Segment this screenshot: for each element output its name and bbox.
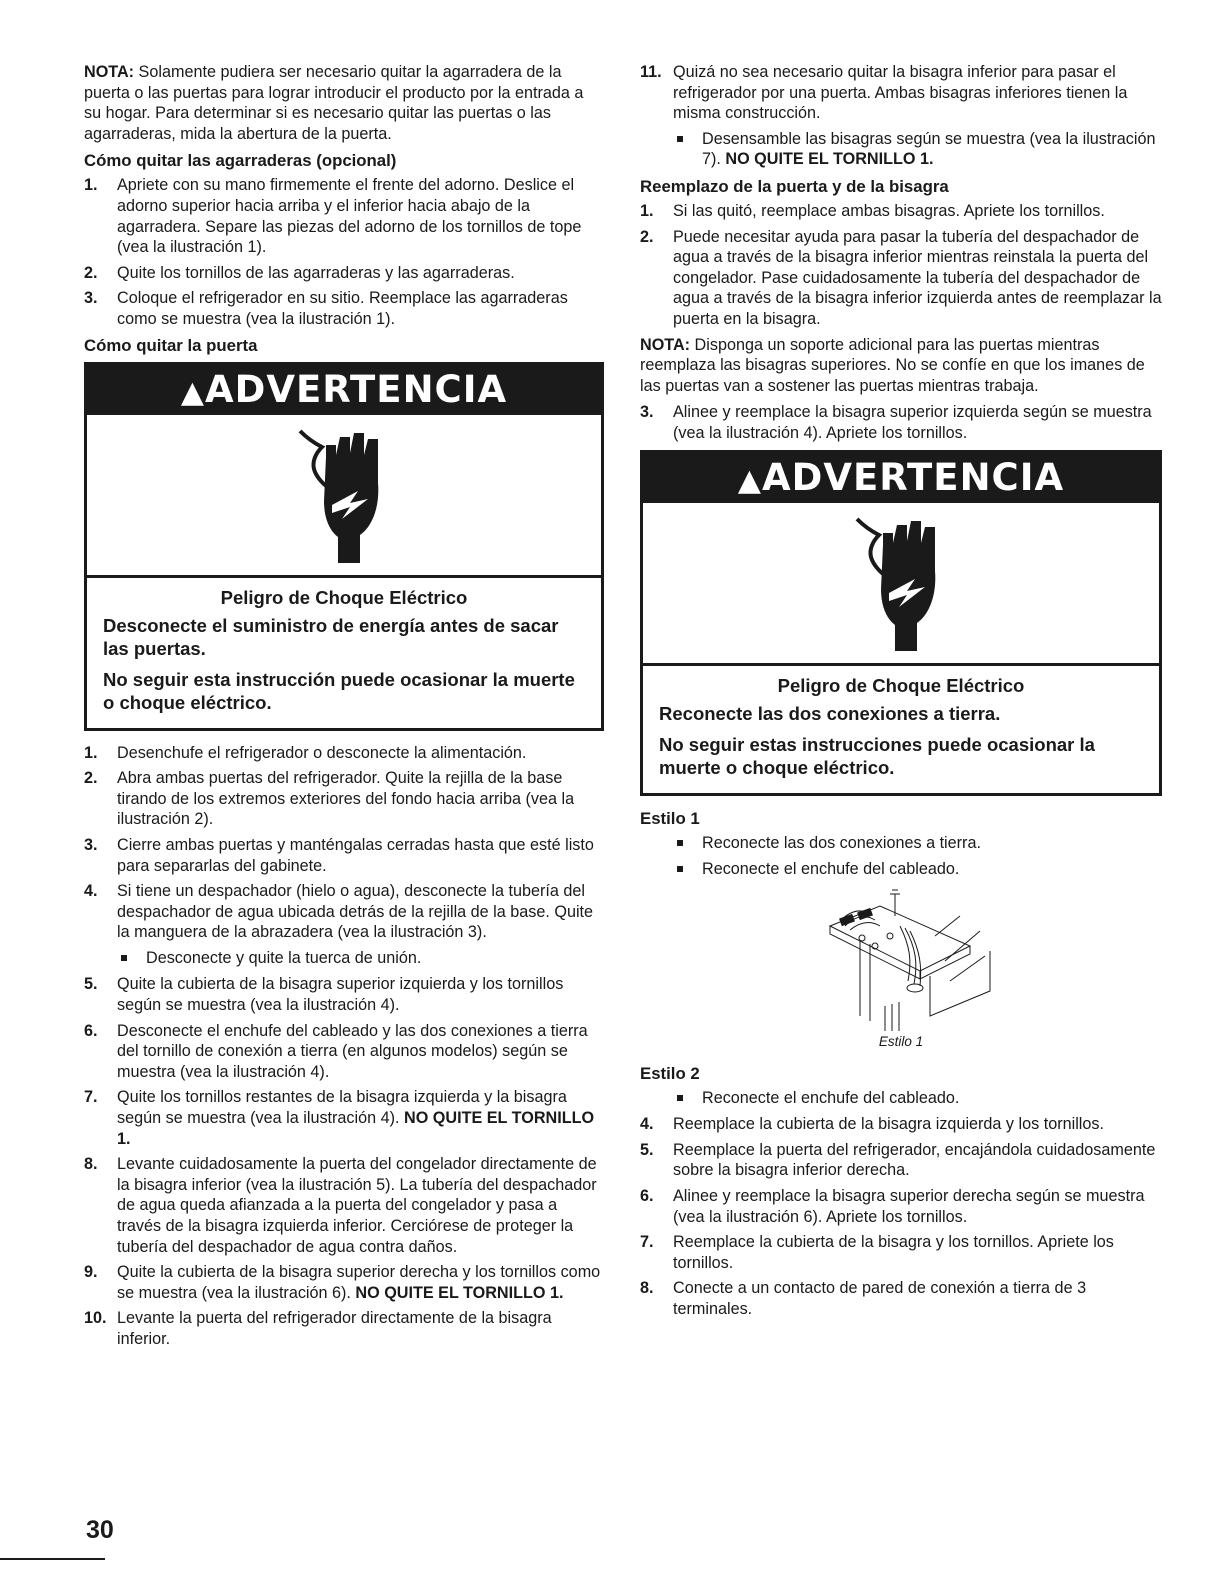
warning-box [640,450,1162,796]
step-text: Levante cuidadosamente la puerta del congelador directamente de la bisagra inferior (vea la ilustración 5). La tubería del despachador de agua queda afianzada a la puerta del congelador y pasa a través de la bisagra izquierda inferior. Cerciórese de proteger la tubería del despachador de agua contra daños. [117,1155,597,1256]
warning-instruction: Reconecte las dos conexiones a tierra. [659,702,1001,724]
step-number: 2. [640,227,654,246]
step-text: Desconecte el enchufe del cableado y las dos conexiones a tierra del tornillo de conexión a tierra (en algunos modelos) según se muestra (vea la ilustración 4). [117,1021,588,1081]
electric-shock-hand-icon [296,427,392,563]
warning-header [87,365,601,415]
step-text: Cierre ambas puertas y manténgalas cerradas hasta que esté listo para separarlas del gabinete. [117,835,594,875]
step-number: 7. [84,1088,98,1107]
step-text: Reemplace la puerta del refrigerador, encajándola cuidadosamente sobre la bisagra inferior derecha. [673,1140,1156,1180]
figure-caption: Estilo 1 [878,1033,924,1049]
list-item [84,1021,604,1083]
step-text: Abra ambas puertas del refrigerador. Quite la rejilla de la base tirando de los extremos exteriores del fondo hacia arriba (vea la ilustración 2). [117,769,575,829]
step-text: Quite los tornillos restantes de la bisagra izquierda y la bisagra según se muestra (vea la ilustración 4). [117,1088,567,1128]
step-emphasis: NO QUITE EL TORNILLO 1. [355,1283,564,1302]
electric-shock-hand-icon [853,515,949,651]
warning-header [643,453,1159,503]
warning-title: Peligro de Choque Eléctrico [777,674,1025,696]
bullet-item: Desconecte y quite la tuerca de unión. [84,948,604,969]
step-number: 10. [84,1309,107,1328]
page-number: 30 [86,1516,114,1544]
list-item [84,974,604,1015]
step-text: Quizá no sea necesario quitar la bisagra inferior para pasar el refrigerador por una puerta. Ambas bisagras inferiores tienen la misma construcción. [673,63,1128,123]
replace-heading: Reemplazo de la puerta y de la bisagra [640,176,949,196]
step-text: Desenchufe el refrigerador o desconecte la alimentación. [117,743,527,762]
step-number: 6. [84,1021,98,1040]
note-text: Solamente pudiera ser necesario quitar la agarradera de la puerta o las puertas para lograr introducir el producto por la entrada a su hogar. Para determinar si es necesario quitar las puertas o las agarraderas, mida la abertura de la puerta. [84,63,584,143]
warning-consequence: No seguir estas instrucciones puede ocasionar la muerte o choque eléctrico. [659,733,1095,778]
list-item [84,1262,604,1303]
step-text: Quite la cubierta de la bisagra superior izquierda y los tornillos según se muestra (vea la ilustración 4). [117,975,564,1015]
step-text: Conecte a un contacto de pared de conexión a tierra de 3 terminales. [673,1279,1087,1319]
list-item [640,227,1162,330]
note-label: NOTA: [640,335,691,354]
warning-title: Peligro de Choque Eléctrico [220,586,468,608]
step-text: Reemplace la cubierta de la bisagra izquierda y los tornillos. [673,1115,1104,1134]
list-item [84,1154,604,1257]
note-label: NOTA: [84,63,135,81]
list-item [640,1114,1162,1135]
step-text: Alinee y reemplace la bisagra superior izquierda según se muestra (vea la ilustración 4). Apriete los tornillos. [673,403,1152,442]
list-item [640,201,1162,222]
right-column [640,62,1162,1325]
list-item [84,768,604,830]
note-paragraph [640,335,1162,397]
step-text: Alinee y reemplace la bisagra superior derecha según se muestra (vea la ilustración 6). Apriete los tornillos. [673,1187,1145,1226]
step-number: 1. [84,743,98,762]
bullet-item: Reconecte el enchufe del cableado. [640,1088,1162,1109]
warning-consequence: No seguir esta instrucción puede ocasionar la muerte o choque eléctrico. [103,668,575,713]
warning-box [84,362,604,731]
bullet-item: Reconecte el enchufe del cableado. [640,859,1162,880]
footer-rule [0,1558,105,1560]
warning-triangle-icon: ▲ [737,462,762,498]
list-item [84,175,604,257]
warning-triangle-icon: ▲ [180,374,205,410]
step-number: 1. [84,176,98,195]
step-text: Levante la puerta del refrigerador directamente de la bisagra inferior. [117,1309,552,1348]
step-number: 4. [84,882,98,901]
step-number: 3. [84,835,98,854]
step-text: Quite los tornillos de las agarraderas y las agarraderas. [117,263,515,282]
left-column [84,62,604,1355]
warning-text [643,666,1159,793]
list-item [640,62,1162,124]
list-item [84,1308,604,1349]
step-number: 8. [640,1279,654,1298]
list-item [640,1186,1162,1227]
list-item [84,881,604,943]
step-number: 5. [640,1140,654,1159]
bullet-item: Reconecte las dos conexiones a tierra. [640,833,1162,854]
handles-heading: Cómo quitar las agarraderas (opcional) [84,151,397,171]
step-text: Si tiene un despachador (hielo o agua), desconecte la tubería del despachador de agua ubicada detrás de la rejilla de la base. Quite la manguera de la abrazadera (vea la ilustración 3). [117,882,594,942]
list-item [640,1232,1162,1273]
step-number: 11. [640,63,662,81]
warning-instruction: Desconecte el suministro de energía antes de sacar las puertas. [103,614,559,659]
step-number: 2. [84,263,98,282]
list-item [640,402,1162,443]
step-number: 7. [640,1233,654,1252]
warning-header-text: ADVERTENCIA [204,367,508,411]
step-number: 5. [84,975,98,994]
shock-hazard-area [643,503,1159,666]
list-item [84,288,604,329]
step-number: 8. [84,1155,98,1174]
door-heading: Cómo quitar la puerta [84,335,258,355]
note-text: Disponga un soporte adicional para las puertas mientras reemplaza las bisagras superiores. No se confíe en que los imanes de las puertas van a sostener las puertas mientras trabaja. [640,335,1145,395]
bullet-text: Desensamble las bisagras según se muestra (vea la ilustración 7). [702,129,1156,169]
step-text: Si las quitó, reemplace ambas bisagras. Apriete los tornillos. [673,201,1105,220]
list-item [84,835,604,876]
step-number: 2. [84,769,98,788]
step-number: 4. [640,1115,654,1134]
step-emphasis: NO QUITE EL TORNILLO 1. [117,1109,595,1148]
step-number: 1. [640,201,654,220]
list-item [640,1278,1162,1319]
style1-heading: Estilo 1 [640,808,700,828]
list-item [84,1087,604,1149]
list-item [84,263,604,284]
list-item [84,743,604,764]
list-item [640,1140,1162,1181]
step-text: Quite la cubierta de la bisagra superior derecha y los tornillos como se muestra (vea la ilustración 6). [117,1263,601,1302]
hinge-wiring-illustration [800,886,1000,1036]
style2-heading: Estilo 2 [640,1063,700,1083]
step-number: 9. [84,1263,98,1282]
step-number: 3. [640,403,654,422]
warning-text [87,578,601,728]
step-text: Puede necesitar ayuda para pasar la tubería del despachador de agua a través de la bisagra inferior mientras reinstala la puerta del congelador. Pase cuidadosamente la tubería del despachador de agua a través de la bisagra inferior izquierda antes de reemplazar la puerta en la bisagra. [673,227,1162,328]
note-paragraph [84,62,604,144]
shock-hazard-area [87,415,601,578]
bullet-item [640,129,1162,170]
step-number: 3. [84,289,98,308]
warning-header-text: ADVERTENCIA [761,455,1065,499]
step-text: Reemplace la cubierta de la bisagra y los tornillos. Apriete los tornillos. [673,1233,1114,1272]
bullet-emphasis: NO QUITE EL TORNILLO 1. [725,150,934,169]
step-number: 6. [640,1187,654,1206]
step-text: Coloque el refrigerador en su sitio. Reemplace las agarraderas como se muestra (vea la ilustración 1). [117,289,568,328]
step-text: Apriete con su mano firmemente el frente del adorno. Deslice el adorno superior hacia arriba y el inferior hacia abajo de la agarradera. Separe las piezas del adorno de los tornillos de tope (vea la ilustración 1). [117,176,582,257]
style1-figure [640,886,1162,1046]
